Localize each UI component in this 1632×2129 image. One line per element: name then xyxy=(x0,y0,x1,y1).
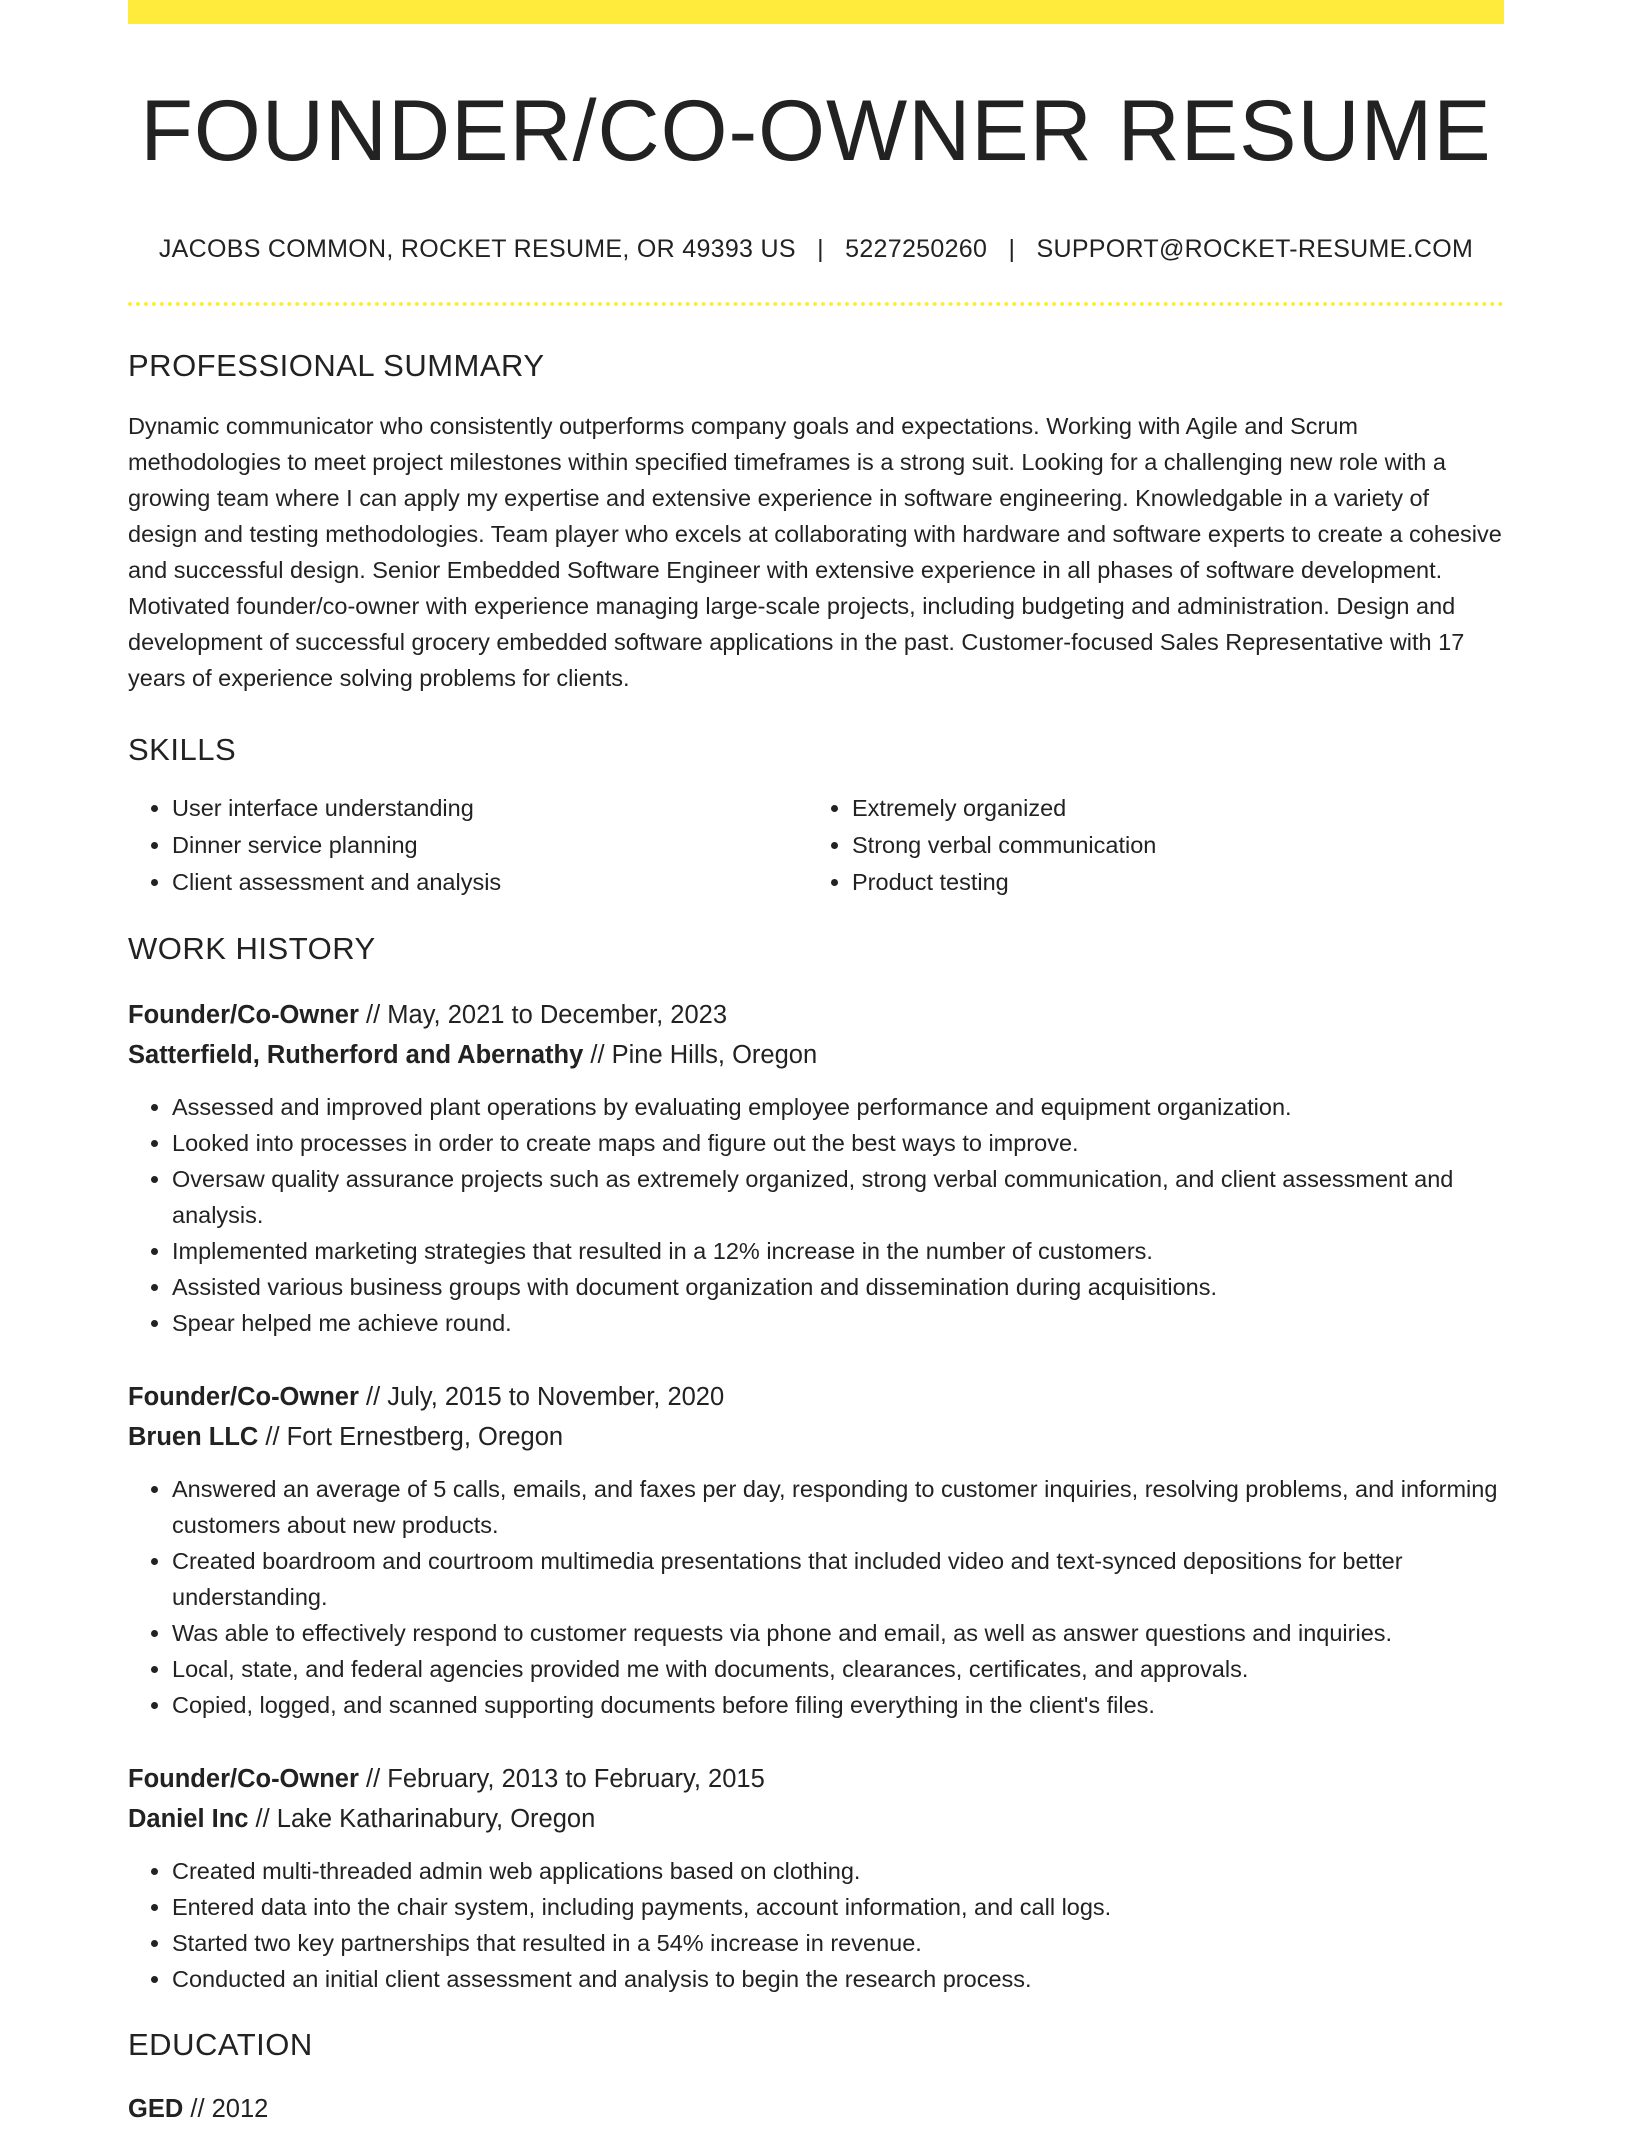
resume-title: FOUNDER/CO-OWNER RESUME xyxy=(140,83,1492,179)
job-bullet: • Local, state, and federal agencies provided me with documents, clearances, certificates, and approvals. xyxy=(172,1651,1504,1687)
work-history-heading: WORK HISTORY xyxy=(128,930,376,966)
education-entry xyxy=(128,2089,1504,2129)
contact-phone: 5227250260 xyxy=(845,234,988,263)
job-entry xyxy=(128,1377,1504,1723)
summary-text: Dynamic communicator who consistently outperforms company goals and expectations. Working with Agile and Scrum methodologies to meet project milestones within specified timeframes is a strong suit. Looking for a challenging new role with a growing team where I can apply my expertise and extensive experience in software engineering. Knowledgable in a variety of design and testing methodologies. Team player who excels at collaborating with hardware and software experts to create a cohesive and successful design. Senior Embedded Software Engineer with extensive experience in all phases of software development. Motivated founder/co-owner with experience managing large-scale projects, including budgeting and administration. Design and development of successful grocery embedded software applications in the past. Customer-focused Sales Representative with 17 years of experience solving problems for clients. xyxy=(128,412,1502,691)
education-year: // 2012 xyxy=(190,2094,269,2123)
job-bullet: • Looked into processes in order to create maps and figure out the best ways to improve. xyxy=(172,1125,1504,1161)
resume-page xyxy=(128,0,1504,2129)
job-title: Founder/Co-Owner xyxy=(128,1382,359,1411)
job-bullet: • Copied, logged, and scanned supporting documents before filing everything in the client's files. xyxy=(172,1687,1504,1723)
job-dates: // May, 2021 to December, 2023 xyxy=(366,1000,727,1029)
job-title-line xyxy=(128,1759,1504,1799)
job-location: // Pine Hills, Oregon xyxy=(590,1040,818,1069)
contact-separator: | xyxy=(1008,234,1016,263)
summary-heading: PROFESSIONAL SUMMARY xyxy=(128,347,545,383)
job-bullet: • Spear helped me achieve round. xyxy=(172,1305,1504,1341)
job-bullet: • Assessed and improved plant operations by evaluating employee performance and equipment organization. xyxy=(172,1089,1504,1125)
job-location: // Fort Ernestberg, Oregon xyxy=(265,1422,564,1451)
skill-item: • Strong verbal communication xyxy=(852,827,1488,864)
skills-column-right xyxy=(808,790,1488,901)
job-bullet: • Implemented marketing strategies that resulted in a 12% increase in the number of customers. xyxy=(172,1233,1504,1269)
education-degree: GED xyxy=(128,2094,184,2123)
skill-item: • User interface understanding xyxy=(172,790,808,827)
job-bullet: • Created multi-threaded admin web applications based on clothing. xyxy=(172,1853,1504,1889)
job-title: Founder/Co-Owner xyxy=(128,1764,359,1793)
job-bullets xyxy=(128,1089,1504,1341)
job-company-line xyxy=(128,1035,1504,1075)
job-bullets xyxy=(128,1853,1504,1997)
job-bullet: • Started two key partnerships that resulted in a 54% increase in revenue. xyxy=(172,1925,1504,1961)
job-location: // Lake Katharinabury, Oregon xyxy=(255,1804,596,1833)
job-dates: // July, 2015 to November, 2020 xyxy=(366,1382,725,1411)
job-company: Daniel Inc xyxy=(128,1804,249,1833)
job-bullet: • Entered data into the chair system, including payments, account information, and call logs. xyxy=(172,1889,1504,1925)
job-company: Satterfield, Rutherford and Abernathy xyxy=(128,1040,584,1069)
skill-item: • Product testing xyxy=(852,864,1488,901)
education-heading: EDUCATION xyxy=(128,2026,313,2062)
dotted-divider xyxy=(128,302,1504,306)
skill-item: • Dinner service planning xyxy=(172,827,808,864)
job-bullet: • Created boardroom and courtroom multimedia presentations that included video and text-synced depositions for better understanding. xyxy=(172,1543,1504,1615)
job-company-line xyxy=(128,1417,1504,1457)
job-title-line xyxy=(128,1377,1504,1417)
job-bullet: • Was able to effectively respond to customer requests via phone and email, as well as answer questions and inquiries. xyxy=(172,1615,1504,1651)
job-title-line xyxy=(128,995,1504,1035)
job-company-line xyxy=(128,1799,1504,1839)
job-bullets xyxy=(128,1471,1504,1723)
job-bullet: • Oversaw quality assurance projects such as extremely organized, strong verbal communication, and client assessment and analysis. xyxy=(172,1161,1504,1233)
skill-item: • Extremely organized xyxy=(852,790,1488,827)
job-entry xyxy=(128,1759,1504,1997)
accent-bar xyxy=(128,0,1504,24)
skill-item: • Client assessment and analysis xyxy=(172,864,808,901)
skills-list xyxy=(128,790,1504,901)
skills-column-left xyxy=(128,790,808,901)
job-dates: // February, 2013 to February, 2015 xyxy=(366,1764,765,1793)
contact-line xyxy=(128,235,1504,264)
job-bullet: • Conducted an initial client assessment and analysis to begin the research process. xyxy=(172,1961,1504,1997)
job-entry xyxy=(128,995,1504,1341)
skills-heading: SKILLS xyxy=(128,731,237,767)
job-bullet: • Answered an average of 5 calls, emails, and faxes per day, responding to customer inquiries, resolving problems, and informing customers about new products. xyxy=(172,1471,1504,1543)
job-bullet: • Assisted various business groups with document organization and dissemination during acquisitions. xyxy=(172,1269,1504,1305)
contact-separator: | xyxy=(817,234,824,263)
contact-address: JACOBS COMMON, ROCKET RESUME, OR 49393 US xyxy=(158,234,796,263)
job-title: Founder/Co-Owner xyxy=(128,1000,359,1029)
contact-email: SUPPORT@ROCKET-RESUME.COM xyxy=(1036,234,1474,263)
job-company: Bruen LLC xyxy=(128,1422,259,1451)
